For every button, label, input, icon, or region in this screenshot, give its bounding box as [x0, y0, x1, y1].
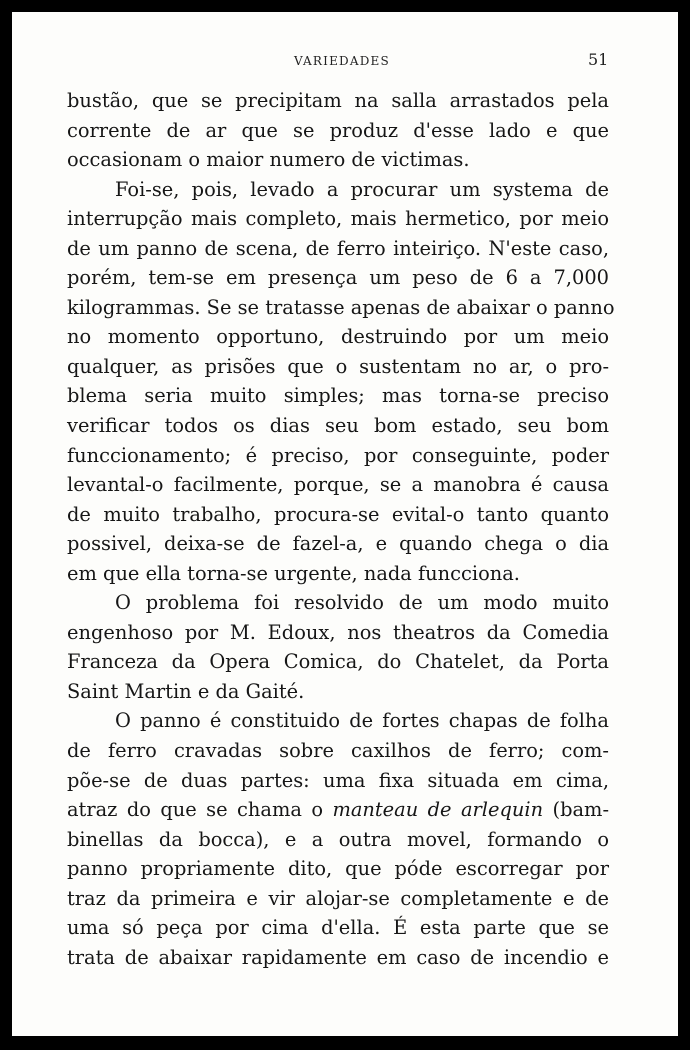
- text-line: qualquer, as prisões que o sustentam no ar, o pro-: [67, 354, 609, 378]
- text-line: de muito trabalho, procura-se evital-o tanto quanto: [67, 502, 609, 526]
- text-line: bustão, que se precipitam na salla arrastados pela: [67, 89, 609, 112]
- text-line: de ferro cravadas sobre caxilhos de ferro; com-: [67, 739, 609, 763]
- body-text: [67, 86, 615, 972]
- text-line: em que ella torna-se urgente, nada funcciona.: [67, 561, 520, 585]
- text-line: panno propriamente dito, que póde escorregar por: [67, 857, 609, 881]
- text-line: binellas da bocca), e a outra movel, formando o: [67, 827, 609, 851]
- text-segment: (bam-: [552, 798, 609, 822]
- text-line: occasionam o maior numero de victimas.: [67, 148, 470, 172]
- text-line: O problema foi resolvido de um modo muito: [115, 591, 609, 615]
- text-line: trata de abaixar rapidamente em caso de incendio e: [67, 945, 609, 969]
- text-line: de um panno de scena, de ferro inteiriço. N'este caso,: [67, 236, 609, 260]
- text-line: Franceza da Opera Comica, do Chatelet, da Porta: [67, 650, 609, 674]
- text-line: Foi-se, pois, levado a procurar um systema de: [115, 177, 609, 201]
- text-line: põe-se de duas partes: uma fixa situada em cima,: [67, 768, 609, 792]
- text-line: interrupção mais completo, mais hermetico, por meio: [67, 207, 609, 231]
- text-line: levantal-o facilmente, porque, se a manobra é causa: [67, 473, 609, 497]
- text-line: verificar todos os dias seu bom estado, seu bom: [67, 414, 609, 438]
- text-line: kilogrammas. Se se tratasse apenas de abaixar o panno: [67, 295, 615, 319]
- text-line: blema seria muito simples; mas torna-se preciso: [67, 384, 609, 408]
- text-line: no momento opportuno, destruindo por um meio: [67, 325, 609, 349]
- text-line: porém, tem-se em presença um peso de 6 a 7,000: [67, 266, 609, 290]
- text-line: traz da primeira e vir alojar-se completamente e de: [67, 886, 609, 910]
- italic-phrase: manteau de arlequin: [332, 798, 544, 822]
- text-line: O panno é constituido de fortes chapas de folha: [115, 709, 609, 733]
- text-line: uma só peça por cima d'ella. É esta parte que se: [67, 916, 609, 940]
- text-line-with-italic: [67, 795, 609, 825]
- text-line: Saint Martin e da Gaité.: [67, 679, 305, 703]
- page-header: [12, 50, 678, 70]
- book-page: [12, 12, 678, 1036]
- page-number: 51: [588, 50, 609, 69]
- running-head: VARIEDADES: [294, 54, 390, 68]
- text-line: corrente de ar que se produz d'esse lado e que: [67, 118, 609, 142]
- text-line: funccionamento; é preciso, por conseguinte, poder: [67, 443, 609, 467]
- text-line: engenhoso por M. Edoux, nos theatros da Comedia: [67, 620, 609, 644]
- text-segment: atraz do que se chama o: [67, 798, 324, 822]
- text-line: possivel, deixa-se de fazel-a, e quando chega o dia: [67, 532, 609, 556]
